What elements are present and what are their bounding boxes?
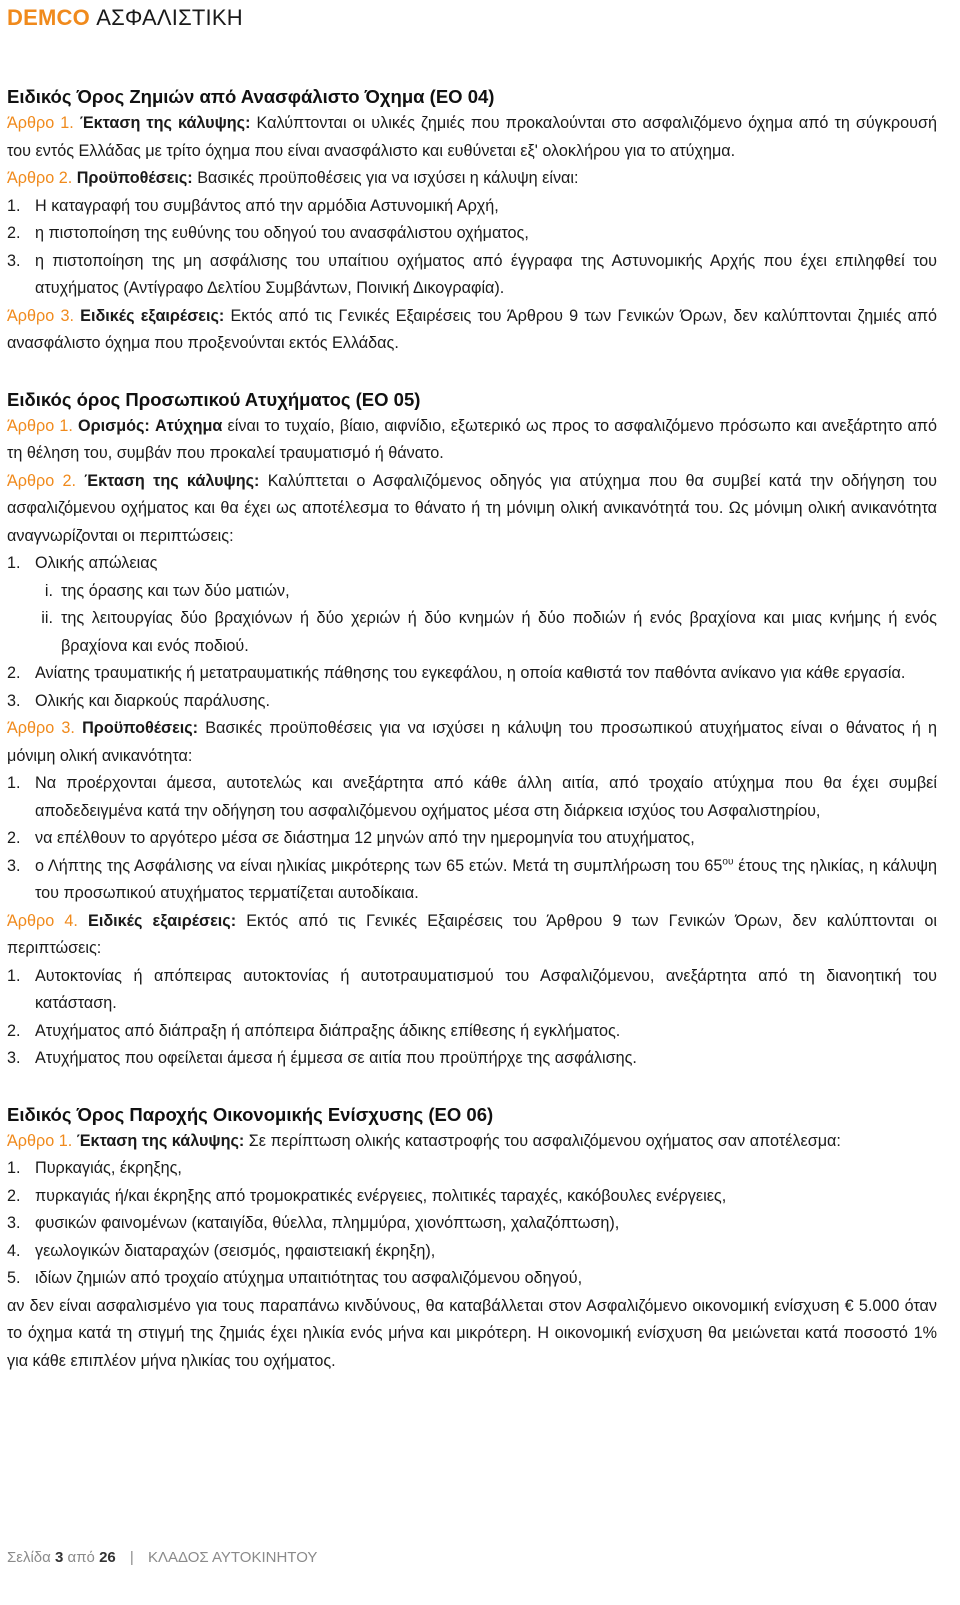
list-item: 3. φυσικών φαινομένων (καταιγίδα, θύελλα, πλημμύρα, χιονόπτωση, χαλαζόπτωση), bbox=[7, 1214, 620, 1232]
article-label: Άρθρο 1. bbox=[7, 416, 73, 435]
page-header bbox=[7, 4, 243, 32]
list-item: 1. Πυρκαγιάς, έκρηξης, bbox=[7, 1159, 182, 1177]
article-label: Άρθρο 3. bbox=[7, 306, 74, 325]
article-heading: Ορισμός: bbox=[78, 416, 150, 435]
sub-list-item: ii. της λειτουργίας δύο βραχιόνων ή δύο χεριών ή δύο κνημών ή δύο ποδιών ή ενός βραχίονα και μιας κνήμης ή ενός βραχίονα και ενός ποδιού. bbox=[41, 609, 937, 655]
article-text: Εκτός από τις Γενικές Εξαιρέσεις του Άρθρου 9 των Γενικών Όρων, δεν καλύπτονται ζημιές από ανασφάλιστο όχημα που προξενούνται εκτός Ελλάδας. bbox=[7, 306, 937, 352]
page-number: 3 bbox=[55, 1549, 64, 1566]
spacer bbox=[7, 1073, 937, 1101]
article-label: Άρθρο 3. bbox=[7, 719, 75, 737]
sub-list-item: i. της όρασης και των δύο ματιών, bbox=[44, 581, 290, 600]
article-label: Άρθρο 1. bbox=[7, 1131, 73, 1150]
list-item: 1. Ολικής απώλειας bbox=[7, 554, 158, 572]
article-text: Καλύπτεται ο Ασφαλιζόμενος οδηγός για ατύχημα που θα συμβεί κατά την οδήγηση του ασφαλιζόμενου οχήματος και θα έχει ως αποτέλεσμα το θάνατο ή τη μόνιμη ολική ανικανότητά του. Ως μόνιμη ολική ανικανότητα αναγνωρίζονται οι περιπτώσεις: bbox=[7, 471, 937, 545]
company-name: ΑΣΦΑΛΙΣΤΙΚΗ bbox=[96, 5, 243, 30]
list-item: 3. Ολικής και διαρκούς παράλυσης. bbox=[7, 691, 270, 710]
article-heading: Προϋποθέσεις: bbox=[82, 719, 199, 737]
list-item: 2. πυρκαγιάς ή/και έκρηξης από τρομοκρατικές ενέργειες, πολιτικές ταραχές, κακόβουλες ενέργειες, bbox=[7, 1186, 727, 1205]
list-item: 4. γεωλογικών διαταραχών (σεισμός, ηφαιστειακή έκρηξη), bbox=[7, 1241, 436, 1260]
list-item: 5. ιδίων ζημιών από τροχαίο ατύχημα υπαιτιότητας του ασφαλιζόμενου οδηγού, bbox=[7, 1269, 583, 1287]
article-text: Βασικές προϋποθέσεις για να ισχύσει η κάλυψη είναι: bbox=[197, 169, 579, 187]
s2-article-1 bbox=[7, 413, 937, 468]
article-label: Άρθρο 2. bbox=[7, 471, 77, 490]
defined-term: Ατύχημα bbox=[154, 416, 223, 435]
article-text: Εκτός από τις Γενικές Εξαιρέσεις του Άρθρου 9 των Γενικών Όρων, δεν καλύπτονται οι περιπτώσεις: bbox=[7, 911, 937, 957]
article-heading: Έκταση της κάλυψης: bbox=[79, 114, 251, 132]
list-item: 3. η πιστοποίηση της μη ασφάλισης του υπαίτιου οχήματος από έγγραφα της Αστυνομικής Αρχής που έχει επιληφθεί του ατυχήματος (Αντίγραφο Δελτίου Συμβάντων, Ποινική Δικογραφία). bbox=[7, 251, 937, 297]
article-label: Άρθρο 1. bbox=[7, 114, 74, 132]
s3-article-1 bbox=[7, 1128, 937, 1156]
article-heading: Έκταση της κάλυψης: bbox=[76, 1131, 245, 1150]
list-item: 2. να επέλθουν το αργότερο μέσα σε διάστημα 12 μηνών από την ημερομηνία του ατυχήματος, bbox=[7, 829, 695, 847]
article-heading: Έκταση της κάλυψης: bbox=[84, 471, 260, 490]
ordinal-superscript: ου bbox=[722, 856, 734, 868]
list-item: 1. Αυτοκτονίας ή απόπειρας αυτοκτονίας ή αυτοτραυματισμού του Ασφαλιζόμενου, ανεξάρτητα από τη διανοητική του κατάσταση. bbox=[7, 966, 937, 1012]
section-title-eo04: Ειδικός Όρος Ζημιών από Ανασφάλιστο Όχημα (ΕΟ 04) bbox=[7, 86, 495, 107]
list-item: 2. η πιστοποίηση της ευθύνης του οδηγού του ανασφάλιστου οχήματος, bbox=[7, 224, 529, 242]
document-body bbox=[7, 83, 937, 1375]
section-title-eo05: Ειδικός όρος Προσωπικού Ατυχήματος (ΕΟ 05) bbox=[7, 388, 421, 410]
s1-article-1 bbox=[7, 110, 937, 165]
brand-logo: DEMCO bbox=[7, 5, 90, 30]
page-footer bbox=[7, 1546, 317, 1570]
list-item: 1. Η καταγραφή του συμβάντος από την αρμόδια Αστυνομική Αρχή, bbox=[7, 196, 499, 215]
list-item: 3. Ατυχήματος που οφείλεται άμεσα ή έμμεσα σε αιτία που προϋπήρχε της ασφάλισης. bbox=[7, 1049, 637, 1067]
list-item: 1. Να προέρχονται άμεσα, αυτοτελώς και ανεξάρτητα από κάθε άλλη αιτία, από τροχαίο ατύχημα που θα έχει συμβεί αποδεδειγμένα κατά την οδήγηση του ασφαλιζόμενου οχήματος μέσα στη διάρκεια ισχύος του Ασφαλιστηρίου, bbox=[7, 774, 937, 820]
footer-separator: | bbox=[129, 1549, 134, 1566]
s2-article-3 bbox=[7, 715, 937, 770]
article-heading: Ειδικές εξαιρέσεις: bbox=[80, 306, 225, 325]
s2-article-2 bbox=[7, 468, 937, 551]
article-heading: Ειδικές εξαιρέσεις: bbox=[88, 911, 237, 930]
section-title-eo06: Ειδικός Όρος Παροχής Οικονομικής Ενίσχυσης (ΕΟ 06) bbox=[7, 1103, 494, 1125]
list-item: 2. Ανίατης τραυματικής ή μετατραυματικής πάθησης του εγκεφάλου, η οποία καθιστά τον παθόντα ανίκανο για κάθε εργασία. bbox=[7, 664, 906, 682]
page-prefix: Σελίδα bbox=[7, 1549, 51, 1566]
article-text: Βασικές προϋποθέσεις για να ισχύσει η κάλυψη του προσωπικού ατυχήματος είναι ο θάνατος ή η μόνιμη ολική ανικανότητα: bbox=[7, 719, 938, 765]
article-text: Καλύπτονται οι υλικές ζημιές που προκαλούνται στο ασφαλιζόμενο όχημα από τη σύγκρουσή του εντός Ελλάδας με τρίτο όχημα που είναι ανασφάλιστο και ευθύνεται εξ' ολοκλήρου για το ατύχημα. bbox=[7, 114, 937, 160]
s3-closing-paragraph: αν δεν είναι ασφαλισμένο για τους παραπάνω κινδύνους, θα καταβάλλεται στον Ασφαλιζόμενο οικονομική ενίσχυση € 5.000 όταν το όχημα κατά τη στιγμή της ζημιάς έχει ηλικία ενός μήνα και μικρότερη. Η οικονομική ενίσχυση θα μειώνεται κατά ποσοστό 1% για κάθε επιπλέον μήνα ηλικίας του οχήματος. bbox=[7, 1296, 937, 1370]
s2-article-4 bbox=[7, 908, 937, 963]
article-label: Άρθρο 4. bbox=[7, 911, 78, 930]
article-label: Άρθρο 2. bbox=[7, 169, 73, 187]
page-total: 26 bbox=[99, 1549, 116, 1566]
page-of: από bbox=[67, 1549, 95, 1566]
footer-section: ΚΛΑΔΟΣ ΑΥΤΟΚΙΝΗΤΟΥ bbox=[148, 1549, 318, 1566]
list-item: 2. Ατυχήματος από διάπραξη ή απόπειρα διάπραξης άδικης επίθεσης ή εγκλήματος. bbox=[7, 1021, 621, 1040]
s1-article-2 bbox=[7, 165, 937, 193]
s1-article-3 bbox=[7, 303, 937, 358]
list-item: 3. ο Λήπτης της Ασφάλισης να είναι ηλικίας μικρότερης των 65 ετών. Μετά τη συμπλήρωση του $65^{o\upsilon}$ έτους της ηλικίας, η κάλυψη του προσωπικού ατυχήματος τερματίζεται αυτοδίκαια. bbox=[7, 856, 937, 902]
article-text: Σε περίπτωση ολικής καταστροφής του ασφαλιζόμενου οχήματος σαν αποτέλεσμα: bbox=[248, 1131, 841, 1150]
article-text: είναι το τυχαίο, βίαιο, αιφνίδιο, εξωτερικό ως προς το ασφαλιζόμενο πρόσωπο και ανεξάρτητο από τη θέληση του, συμβάν που προκαλεί τραυματισμό ή θάνατο. bbox=[7, 416, 937, 462]
spacer bbox=[7, 358, 937, 386]
article-heading: Προϋποθέσεις: bbox=[76, 169, 193, 187]
